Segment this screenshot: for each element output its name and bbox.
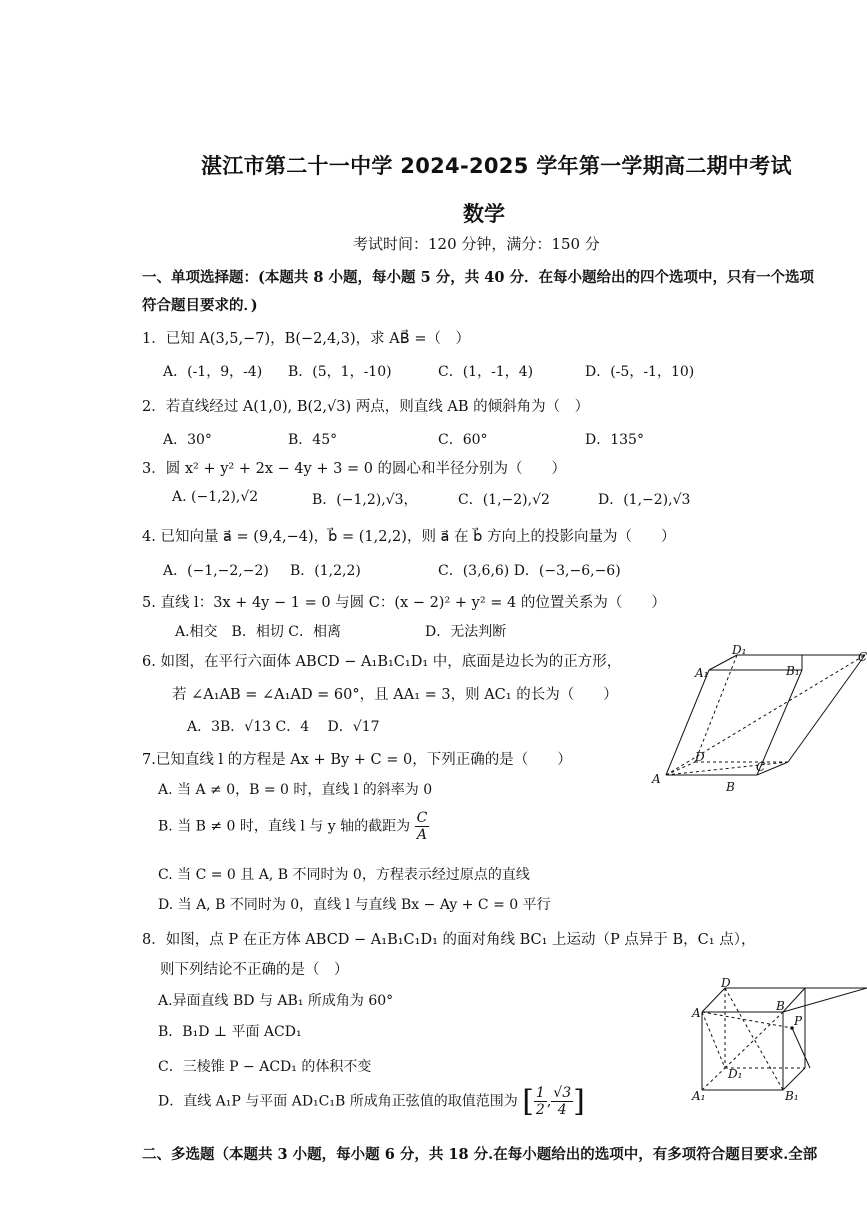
question-6-cont: 若 ∠A₁AB = ∠A₁AD = 60°，且 AA₁ = 3，则 AC₁ 的长为（ ） (172, 687, 618, 703)
q2-option-b: B．45° (288, 432, 338, 448)
q7-option-b-fraction (415, 810, 430, 843)
fig2-label-a: A (692, 1006, 701, 1020)
fig2-label-b1: B₁ (785, 1089, 799, 1103)
fig1-label-a1: A₁ (695, 666, 709, 680)
q5-option-abc: A.相交 B．相切 C．相离 (175, 624, 342, 640)
q8-option-c: C．三棱锥 P − ACD₁ 的体积不变 (158, 1059, 372, 1075)
q8-interval-lower (534, 1085, 547, 1118)
q7-option-c: C. 当 C = 0 且 A, B 不同时为 0，方程表示经过原点的直线 (158, 867, 530, 883)
q8-upper-denominator: 4 (557, 1102, 567, 1118)
q7-option-b-text: B. 当 B ≠ 0 时，直线 l 与 y 轴的截距为 (158, 818, 411, 835)
section1-heading-cont: 符合题目要求的．) (142, 297, 258, 314)
q8-option-b: B．B₁D ⊥ 平面 ACD₁ (158, 1024, 302, 1040)
q7-fraction-denominator: A (416, 827, 427, 843)
question-8-cont: 则下列结论不正确的是（ ） (160, 962, 349, 978)
q3-option-c: C．(1,−2),√2 (458, 492, 550, 508)
parallelepiped-figure (640, 645, 867, 795)
q8-option-d-text: D．直线 A₁P 与平面 AD₁C₁B 所成角正弦值的取值范围为 (158, 1093, 518, 1110)
exam-info: 考试时间：120 分钟，满分：150 分 (353, 235, 600, 253)
fig1-label-c1: C (858, 650, 867, 664)
fig2-label-b: B (776, 999, 785, 1013)
question-2: 2．若直线经过 A(1,0), B(2,√3) 两点，则直线 AB 的倾斜角为（ ） (142, 399, 590, 415)
question-8: 8．如图，点 P 在正方体 ABCD − A₁B₁C₁D₁ 的面对角线 BC₁ 上运动（P 点异于 B，C₁ 点）， (142, 932, 756, 948)
q3-option-b: B．(−1,2),√3， (312, 492, 418, 508)
section2-heading: 二、多选题（本题共 3 小题，每小题 6 分，共 18 分.在每小题给出的选项中，有多项符合题目要求.全部 (142, 1146, 818, 1163)
question-7: 7.已知直线 l 的方程是 Ax + By + C = 0，下列正确的是（ ） (142, 752, 572, 768)
fig2-label-d: D (721, 978, 731, 990)
q8-upper-numerator: √3 (553, 1085, 572, 1101)
q6-options: A．3B．√13 C．4 D．√17 (187, 719, 380, 735)
q7-option-a: A. 当 A ≠ 0，B = 0 时，直线 l 的斜率为 0 (158, 782, 433, 798)
q7-option-d: D. 当 A, B 不同时为 0，直线 l 与直线 Bx − Ay + C = 0 平行 (158, 897, 551, 913)
question-6: 6. 如图，在平行六面体 ABCD − A₁B₁C₁D₁ 中，底面是边长为的正方形， (142, 654, 622, 670)
fig1-label-c: C (756, 760, 766, 774)
question-4: 4. 已知向量 a⃗ = (9,4,−4)，b⃗ = (1,2,2)，则 a⃗ 在 b⃗ 方向上的投影向量为（ ） (142, 529, 676, 545)
subject-title: 数学 (463, 202, 505, 226)
q3-option-d: D．(1,−2),√3 (598, 492, 691, 508)
q2-option-d: D．135° (585, 432, 644, 448)
question-3: 3．圆 x² + y² + 2x − 4y + 3 = 0 的圆心和半径分别为（ ） (142, 461, 567, 477)
q8-option-d: D．直线 A₁P 与平面 AD₁C₁B 所成角正弦值的取值范围为 [ $\frac{1}{2}$ , $\frac{√3}{4}$ ] (158, 1084, 585, 1119)
q4-option-cd: C．(3,6,6) D．(−3,−6,−6) (438, 563, 621, 579)
q1-option-c: C．(1，-1，4) (438, 364, 534, 380)
cube-figure (690, 978, 867, 1103)
q4-option-b: B．(1,2,2) (290, 563, 361, 579)
q3-option-a: A. (−1,2),√2 (172, 489, 259, 505)
q8-lower-numerator: 1 (535, 1085, 545, 1101)
q7-fraction-numerator: C (416, 810, 428, 826)
q8-interval-upper (551, 1085, 573, 1118)
q1-option-d: D．(-5，-1，10) (585, 364, 695, 380)
fig1-label-b1: B₁ (786, 664, 800, 678)
fig2-label-d1: D₁ (728, 1067, 743, 1081)
q2-option-a: A．30° (163, 432, 212, 448)
page-title: 湛江市第二十一中学 2024-2025 学年第一学期高二期中考试 (201, 154, 792, 178)
q8-lower-denominator: 2 (535, 1102, 545, 1118)
fig1-label-a: A (652, 772, 661, 786)
fig1-label-b: B (726, 780, 735, 794)
q8-option-a: A.异面直线 BD 与 AB₁ 所成角为 60° (158, 993, 394, 1009)
q4-option-a: A．(−1,−2,−2) (163, 563, 269, 579)
section1-heading: 一、单项选择题：(本题共 8 小题，每小题 5 分，共 40 分．在每小题给出的四个选项中，只有一个选项 (142, 269, 815, 286)
fig1-label-d: D (695, 750, 705, 764)
question-5: 5. 直线 l：3x + 4y − 1 = 0 与圆 C：(x − 2)² + y² = 4 的位置关系为（ ） (142, 595, 666, 611)
fig2-label-p: P (794, 1014, 803, 1028)
q1-option-a: A．(-1，9，-4) (163, 364, 263, 380)
fig2-label-a1: A₁ (692, 1089, 706, 1103)
q7-option-b (158, 810, 429, 843)
q2-option-c: C．60° (438, 432, 488, 448)
question-1: 1．已知 A(3,5,−7)，B(−2,4,3)，求 AB⃗ =（ ） (142, 331, 470, 347)
q1-option-b: B．(5，1，-10) (288, 364, 392, 380)
fig1-label-d1: D₁ (732, 645, 747, 657)
q5-option-d: D．无法判断 (425, 624, 507, 640)
